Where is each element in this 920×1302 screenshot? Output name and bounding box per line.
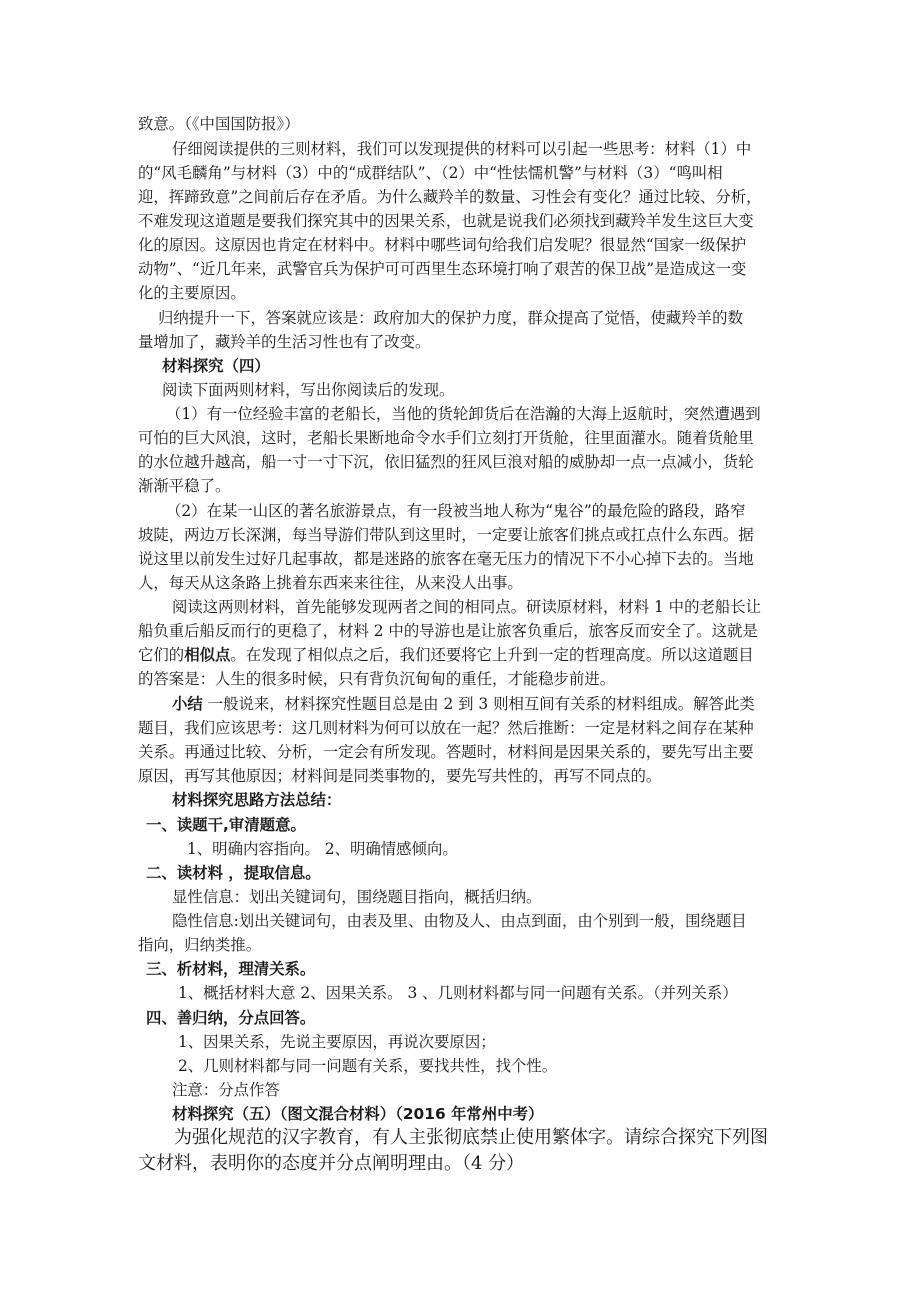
text-line bbox=[172, 694, 755, 714]
section-heading: 一、读题干,审清题意。 bbox=[146, 816, 306, 834]
text-segment: 。在发现了相似点之后，我们还要将它上升到一定的哲理高度。所以这道题目 bbox=[230, 646, 754, 664]
question-line: 为强化规范的汉字教育，有人主张彻底禁止使用繁体字。请综合探究下列图 bbox=[174, 1127, 768, 1148]
section-heading: 四、善归纳，分点回答。 bbox=[146, 1009, 316, 1027]
text-line: 说这里以前发生过好几起事故，都是迷路的旅客在毫无压力的情况下不小心掉下去的。当地 bbox=[138, 550, 754, 568]
text-line: 2、几则材料都与同一问题有关系，要找共性，找个性。 bbox=[178, 1057, 558, 1075]
text-line: 阅读下面两则材料，写出你阅读后的发现。 bbox=[162, 381, 455, 399]
section-heading: 三、析材料，理清关系。 bbox=[146, 960, 316, 978]
text-line: 化的主要原因。 bbox=[138, 284, 246, 302]
text-line: 隐性信息:划出关键词句，由表及里、由物及人、由点到面，由个别到一般，围绕题目 bbox=[172, 912, 747, 930]
section-heading: 材料探究（五）（图文混合材料）（2016 年常州中考） bbox=[172, 1105, 544, 1123]
text-line: 1、概括材料大意 2、因果关系。 3 、几则材料都与同一问题有关系。（并列关系） bbox=[178, 984, 738, 1002]
text-line: 渐渐平稳了。 bbox=[138, 477, 231, 495]
text-line: 船负重后船反而行的更稳了，材料 2 中的导游也是让旅客负重后，旅客反而安全了。这就是 bbox=[138, 622, 758, 640]
text-line: 关系。再通过比较、分析，一定会有所发现。答题时，材料间是因果关系的，要先写出主要 bbox=[138, 743, 754, 761]
text-line: 可怕的巨大风浪，这时，老船长果断地命令水手们立刻打开货舱，往里面灌水。随着货舱里 bbox=[138, 429, 754, 447]
text-line: 1、明确内容指向。 2、明确情感倾向。 bbox=[187, 840, 458, 858]
question-line: 文材料，表明你的态度并分点阐明理由。（4 分） bbox=[138, 1153, 525, 1174]
text-line: 显性信息：划出关键词句，围绕题目指向，概括归纳。 bbox=[172, 888, 542, 906]
text-line: 量增加了，藏羚羊的生活习性也有了改变。 bbox=[138, 333, 431, 351]
text-line: 动物”、“近几年来，武警官兵为保护可可西里生态环境打响了艰苦的保卫战”是造成这一变 bbox=[138, 260, 747, 278]
text-line bbox=[138, 645, 754, 665]
section-heading: 材料探究思路方法总结： bbox=[172, 791, 342, 809]
text-line: 人，每天从这条路上挑着东西来来往往，从来没人出事。 bbox=[138, 574, 523, 592]
text-line: 题目，我们应该思考：这几则材料为何可以放在一起？然后推断：一定是材料之间存在某种 bbox=[138, 719, 754, 737]
text-line: （1）有一位经验丰富的老船长，当他的货轮卸货后在浩瀚的大海上返航时，突然遭遇到 bbox=[166, 405, 761, 423]
text-line: 的水位越升越高，船一寸一寸下沉，依旧猛烈的狂风巨浪对船的威胁却一点一点减小，货轮 bbox=[138, 453, 754, 471]
text-line: 的“风毛麟角”与材料（3）中的“成群结队”、（2）中“性怯懦机警”与材料（3）“鸣叫相 bbox=[138, 164, 723, 182]
text-line: 不难发现这道题是要我们探究其中的因果关系，也就是说我们必须找到藏羚羊发生这巨大变 bbox=[138, 212, 754, 230]
text-segment: 一般说来，材料探究性题目总是由 2 到 3 则相互间有关系的材料组成。解答此类 bbox=[202, 695, 755, 713]
text-line: 指向，归纳类推。 bbox=[138, 936, 262, 954]
text-line: 坡陡，两边万长深渊，每当导游们带队到这里时，一定要让旅客们挑点或扛点什么东西。据 bbox=[138, 526, 754, 544]
section-heading: 材料探究（四） bbox=[162, 357, 270, 375]
text-line: 阅读这两则材料，首先能够发现两者之间的相同点。研读原材料，材料 1 中的老船长让 bbox=[172, 598, 762, 616]
text-line: 化的原因。这原因也肯定在材料中。材料中哪些词句给我们启发呢？很显然“国家一级保护 bbox=[138, 236, 747, 254]
text-line: 仔细阅读提供的三则材料，我们可以发现提供的材料可以引起一些思考：材料（1）中 bbox=[172, 140, 752, 158]
bold-term: 相似点 bbox=[184, 646, 231, 664]
text-line: 原因，再写其他原因；材料间是同类事物的，要先写共性的，再写不同点的。 bbox=[138, 767, 662, 785]
text-line: 1、因果关系，先说主要原因，再说次要原因； bbox=[178, 1033, 496, 1051]
text-line: （2）在某一山区的著名旅游景点，有一段被当地人称为“鬼谷”的最危险的路段，路窄 bbox=[166, 502, 746, 520]
text-segment: 它们的 bbox=[138, 646, 185, 664]
section-heading: 二、读材料 ，提取信息。 bbox=[146, 864, 321, 882]
text-line: 致意。（《中国国防报》） bbox=[138, 115, 300, 133]
text-line: 迎，挥蹄致意”之间前后存在矛盾。为什么藏羚羊的数量、习性会有变化？通过比较、分析， bbox=[138, 188, 762, 206]
text-line: 注意：分点作答 bbox=[172, 1081, 280, 1099]
text-line: 归纳提升一下，答案就应该是：政府加大的保护力度，群众提高了觉悟，使藏羚羊的数 bbox=[158, 309, 743, 327]
text-line: 的答案是：人生的很多时候，只有背负沉甸甸的重任，才能稳步前进。 bbox=[138, 670, 616, 688]
summary-label: 小结 bbox=[172, 695, 203, 713]
